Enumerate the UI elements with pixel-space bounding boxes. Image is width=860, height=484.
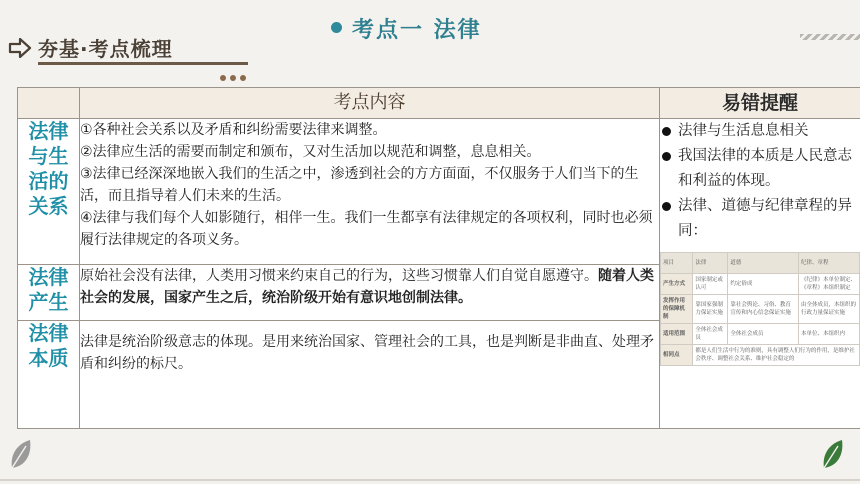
mini-header: 项目 [661,253,693,274]
content-law-and-life [80,119,660,265]
mini-cell: 《纪律》本单位制定、《章程》本组织制定 [798,274,859,295]
comparison-mini-table [660,252,860,366]
mini-cell: 产生方式 [661,274,693,295]
mini-cell: 国家制定或认可 [693,274,728,295]
mini-header: 道德 [728,253,799,274]
mini-cell: 全体社会成员 [693,324,728,345]
topic-dot-icon [331,22,342,33]
bullet-icon [662,152,671,161]
leaf-icon [8,438,34,470]
origin-bold-text: 随着人类社会的发展，国家产生之后，统治阶级开始有意识地创制法律。 [80,268,654,306]
origin-text: 原始社会没有法律，人类用习惯来约束自己的行为，这些习惯靠人们自觉自愿遵守。 [80,268,598,284]
mini-header: 法律 [693,253,728,274]
corner-stripe [800,34,860,40]
mini-header: 纪律、章程 [798,253,859,274]
header-tips: 易错提醒 [660,88,860,119]
content-law-origin [80,265,660,321]
leaf-icon [820,438,846,470]
mini-cell: 约定俗成 [728,274,799,295]
line-4: ④法律与我们每个人如影随行，相伴一生。我们一生都享有法律规定的各项权利，同时也必须履行法律规定的各项义务。 [80,210,653,248]
section-label: 夯基·考点梳理 [38,37,173,61]
mini-cell: 发挥作用的保障机制 [661,295,693,324]
header-blank [18,88,80,119]
mini-cell: 适用范围 [661,324,693,345]
topic-law-origin: 法律产生 [18,265,80,321]
mini-cell: 靠社会舆论、习俗、教育宣传和内心信念保证实施 [728,295,799,324]
essence-text: 法律是统治阶级意志的体现。是用来统治国家、管理社会的工具，也是判断是非曲直、处理矛盾和纠纷的标尺。 [80,334,654,372]
line-1: ①各种社会关系以及矛盾和纠纷需要法律来调整。 [80,122,387,138]
line-3: ③法律已经深深地嵌入我们的生活之中，渗透到社会的方方面面，不仅服务于人们当下的生活，而且指导着人们未来的生活。 [80,166,639,204]
tip-item: 法律与生活息息相关 [660,119,860,144]
knowledge-table [17,87,860,429]
arrow-right-icon [8,38,32,58]
tip-item: 我国法律的本质是人民意志和利益的体现。 [660,144,860,194]
topic-title: 考点一 法律 [352,18,482,43]
section-underline [38,62,248,65]
mini-cell: 都是人们生活中行为的准则，具有调整人们行为的作用，是维护社会秩序、调整社会关系、维护社会稳定的 [693,345,860,366]
topic-law-and-life: 法律与生活的关系 [18,119,80,265]
decorative-dots [220,66,250,85]
tips-cell [660,119,860,429]
header-content: 考点内容 [80,88,660,119]
mini-cell: 相同点 [661,345,693,366]
tip-item: 法律、道德与纪律章程的异同： [660,194,860,244]
tips-list [660,119,860,244]
bullet-icon [662,127,671,136]
bottom-decoration [0,476,860,484]
mini-cell: 靠国家强制力保证实施 [693,295,728,324]
mini-cell: 本单位、本组织内 [798,324,859,345]
topic-law-essence: 法律本质 [18,321,80,429]
content-law-essence [80,321,660,429]
bullet-icon [662,202,671,211]
header-bar [0,0,860,80]
mini-cell: 全体社会成员 [728,324,799,345]
line-2: ②法律应生活的需要而制定和颁布，又对生活加以规范和调整，息息相关。 [80,144,541,160]
mini-cell: 由全体成员，本组织的行政力量保证实施 [798,295,859,324]
